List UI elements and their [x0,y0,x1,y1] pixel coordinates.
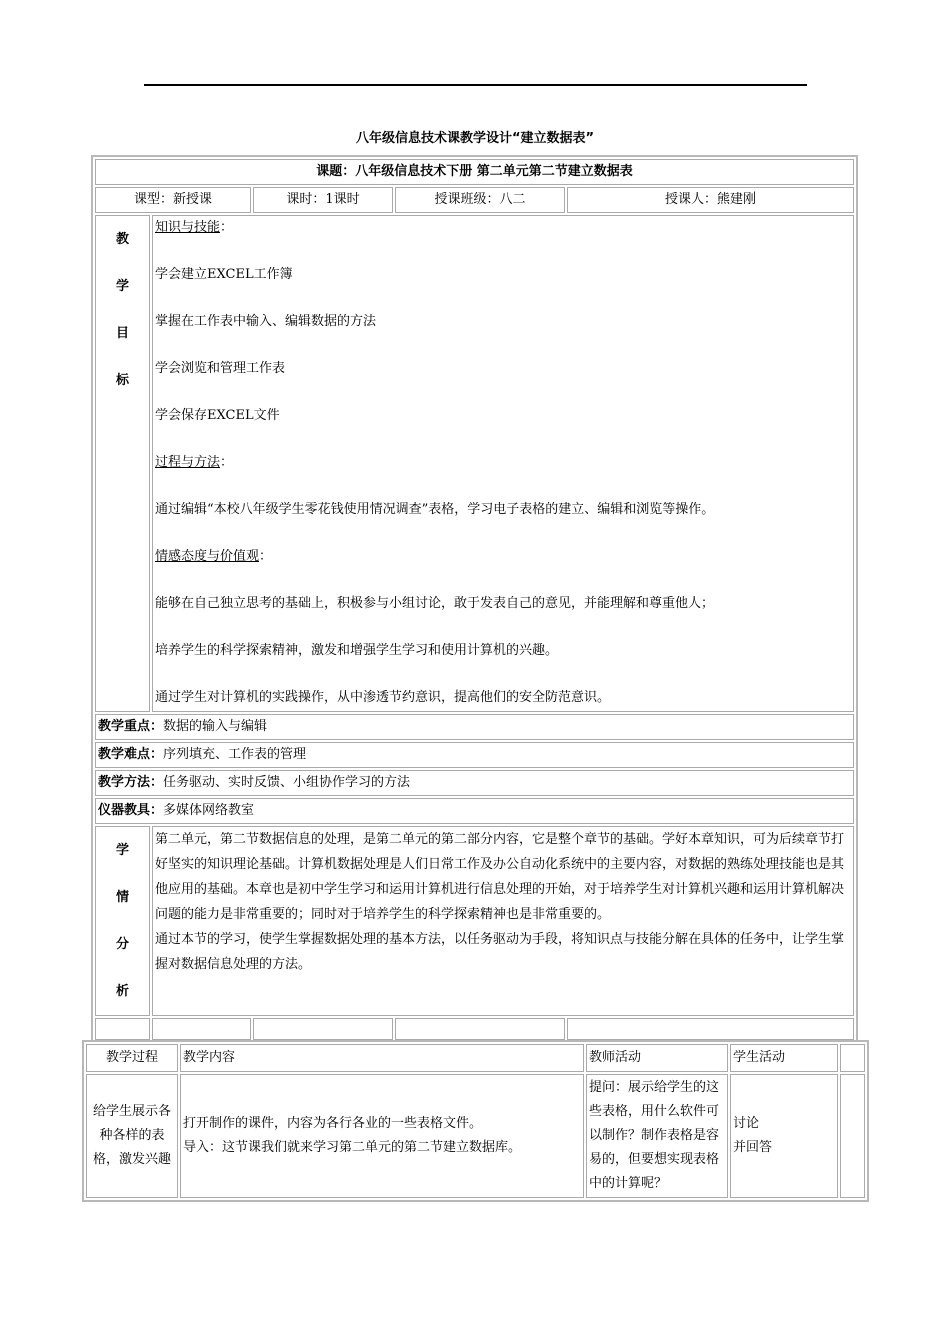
header-content: 教学内容 [180,1044,584,1072]
knowledge-heading: 知识与技能： [155,220,234,235]
analysis-paragraph-1: 第二单元，第二节数据信息的处理，是第二单元的第二部分内容，它是整个章节的基础。学好本章知识，可为后续章节打好坚实的知识理论基础。计算机数据处理是人们日常工作及办公自动化系统中的主要内容，对数据的熟练处理技能也是其他应用的基础。本章也是初中学生学习和运用计算机进行信息处理的开始，对于培养学生对计算机兴趣和运用计算机解决问题的能力是非常重要的；同时对于培养学生的科学探索精神也是非常重要的。 [155,832,845,922]
objective-item: 学会建立EXCEL工作簿 [155,267,293,282]
analysis-label: 学 情 分 析 [95,826,150,1016]
objective-item: 培养学生的科学探索精神，激发和增强学生学习和使用计算机的兴趣。 [155,643,559,658]
content-cell: 打开制作的课件，内容为各行各业的一些表格文件。 导入：这节课我们就来学习第二单元的第二节建立数据库。 [180,1074,584,1198]
objective-item: 学会浏览和管理工作表 [155,361,286,376]
header-stage: 教学过程 [86,1044,178,1072]
process-heading: 过程与方法： [155,455,234,470]
equipment-row: 仪器教具：多媒体网络教室 [95,798,854,824]
empty-cell [152,1018,251,1040]
attitude-heading: 情感态度与价值观： [155,549,273,564]
document-title: 八年级信息技术课教学设计“建立数据表” [355,131,595,146]
objective-item: 通过学生对计算机的实践操作，从中渗透节约意识，提高他们的安全防范意识。 [155,690,611,705]
lesson-info-table [91,155,858,1044]
empty-cell [567,1018,854,1040]
objective-item: 掌握在工作表中输入、编辑数据的方法 [155,314,377,329]
stage-cell: 给学生展示各种各样的表格，激发兴趣 [86,1074,178,1198]
empty-cell [95,1018,150,1040]
focus-row: 教学重点：数据的输入与编辑 [95,714,854,740]
empty-cell [395,1018,565,1040]
lesson-hours: 课时：1课时 [253,187,393,213]
empty-cell [840,1074,865,1198]
analysis-content [152,826,854,1016]
lesson-teacher: 授课人：熊建刚 [567,187,854,213]
analysis-paragraph-2: 通过本节的学习，使学生掌握数据处理的基本方法，以任务驱动为手段，将知识点与技能分解在具体的任务中，让学生掌握对数据信息处理的方法。 [155,932,845,972]
objective-item: 通过编辑“本校八年级学生零花钱使用情况调查”表格，学习电子表格的建立、编辑和浏览等操作。 [155,502,715,517]
lesson-class: 授课班级：八二 [395,187,565,213]
lesson-type: 课型：新授课 [95,187,251,213]
difficulty-row: 教学难点：序列填充、工作表的管理 [95,742,854,768]
teacher-activity-cell: 提问：展示给学生的这些表格，用什么软件可以制作？制作表格是容易的，但要想实现表格中的计算呢？ [586,1074,728,1198]
header-student: 学生活动 [730,1044,838,1072]
top-horizontal-rule [144,84,807,86]
teaching-process-table [82,1040,869,1202]
student-activity-cell: 讨论 并回答 [730,1074,838,1198]
lesson-topic: 课题：八年级信息技术下册 第二单元第二节建立数据表 [95,159,854,185]
objectives-label: 教 学 目 标 [95,215,150,712]
objectives-content [152,215,854,712]
objective-item: 能够在自己独立思考的基础上，积极参与小组讨论，敢于发表自己的意见，并能理解和尊重他人； [155,596,715,611]
method-row: 教学方法：任务驱动、实时反馈、小组协作学习的方法 [95,770,854,796]
header-teacher: 教师活动 [586,1044,728,1072]
empty-cell [840,1044,865,1072]
objective-item: 学会保存EXCEL文件 [155,408,280,423]
empty-cell [253,1018,393,1040]
